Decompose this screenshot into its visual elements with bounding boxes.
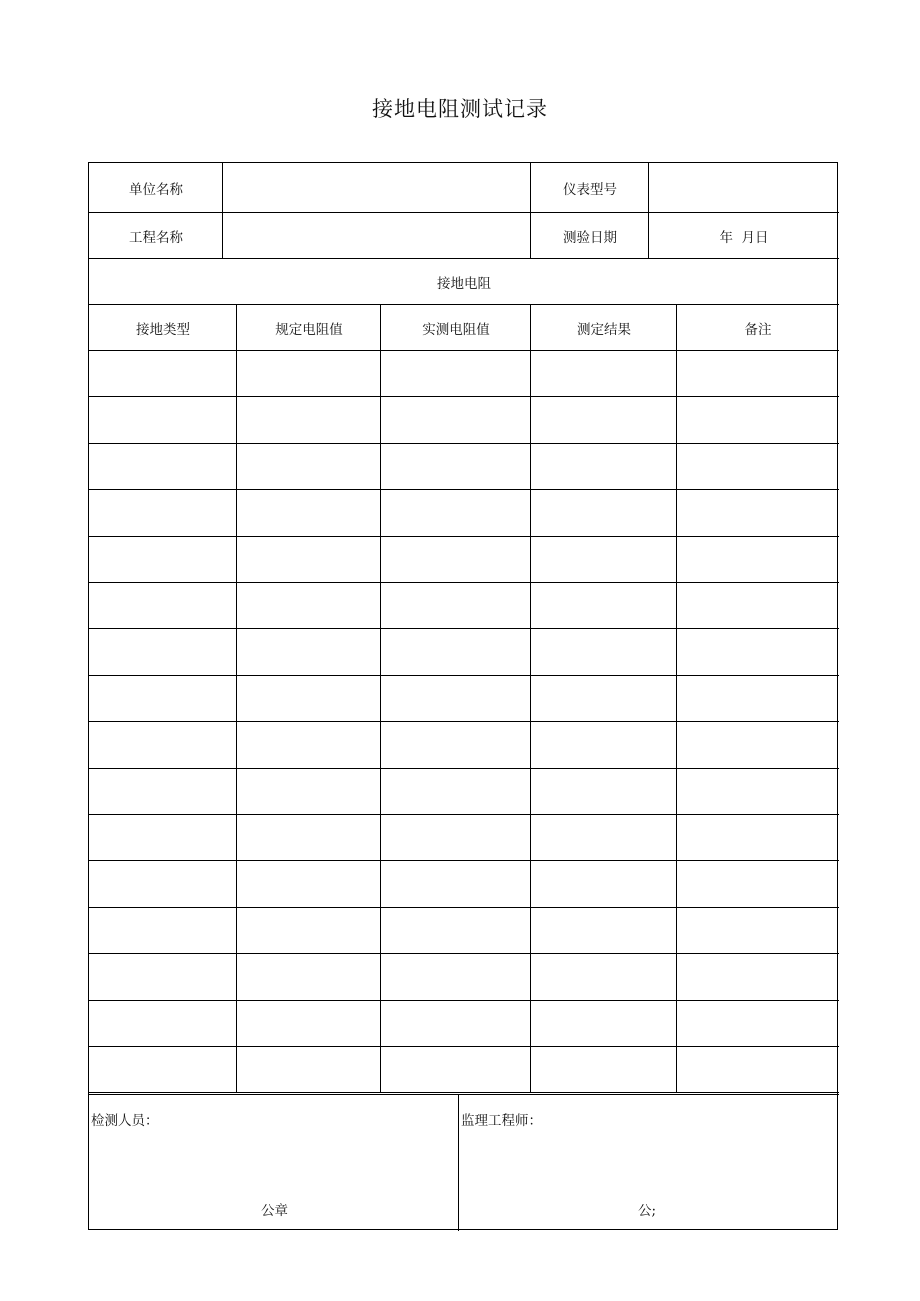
table-cell-test-result[interactable]: [531, 861, 677, 907]
table-cell-measured-resistance[interactable]: [381, 954, 531, 1000]
table-cell-grounding-type[interactable]: [89, 722, 237, 768]
table-cell-measured-resistance[interactable]: [381, 629, 531, 675]
table-cell-remarks[interactable]: [677, 490, 839, 536]
table-cell-grounding-type[interactable]: [89, 676, 237, 722]
table-cell-test-result[interactable]: [531, 722, 677, 768]
table-cell-remarks[interactable]: [677, 444, 839, 490]
page-title: 接地电阻测试记录: [372, 97, 548, 121]
table-cell-measured-resistance[interactable]: [381, 908, 531, 954]
table-cell-grounding-type[interactable]: [89, 1001, 237, 1047]
table-cell-specified-resistance[interactable]: [237, 397, 381, 443]
table-cell-specified-resistance[interactable]: [237, 351, 381, 397]
divider: [222, 163, 223, 259]
table-cell-test-result[interactable]: [531, 537, 677, 583]
table-cell-specified-resistance[interactable]: [237, 954, 381, 1000]
table-cell-measured-resistance[interactable]: [381, 490, 531, 536]
table-cell-measured-resistance[interactable]: [381, 861, 531, 907]
table-cell-test-result[interactable]: [531, 769, 677, 815]
project-name-label: 工程名称: [129, 230, 183, 246]
table-cell-specified-resistance[interactable]: [237, 583, 381, 629]
table-cell-grounding-type[interactable]: [89, 397, 237, 443]
table-cell-measured-resistance[interactable]: [381, 722, 531, 768]
supervisor-label: 监理工程师：: [461, 1113, 542, 1129]
divider: [530, 305, 531, 1093]
table-cell-grounding-type[interactable]: [89, 444, 237, 490]
unit-name-field[interactable]: [223, 163, 531, 213]
table-cell-remarks[interactable]: [677, 629, 839, 675]
inspector-signature-area[interactable]: [89, 1095, 458, 1231]
table-cell-remarks[interactable]: [677, 861, 839, 907]
table-cell-remarks[interactable]: [677, 954, 839, 1000]
table-cell-grounding-type[interactable]: [89, 954, 237, 1000]
table-cell-remarks[interactable]: [677, 722, 839, 768]
column-header-specified-resistance: 规定电阻值: [275, 322, 343, 338]
unit-name-label: 单位名称: [129, 182, 183, 198]
column-header-measured-resistance: 实测电阻值: [422, 322, 490, 338]
table-cell-specified-resistance[interactable]: [237, 815, 381, 861]
table-cell-grounding-type[interactable]: [89, 861, 237, 907]
divider: [648, 163, 649, 259]
divider: [89, 304, 839, 305]
supervisor-signature-area[interactable]: [459, 1095, 839, 1231]
project-name-field[interactable]: [223, 213, 531, 259]
divider: [89, 258, 839, 259]
table-cell-specified-resistance[interactable]: [237, 537, 381, 583]
table-cell-grounding-type[interactable]: [89, 537, 237, 583]
table-cell-grounding-type[interactable]: [89, 629, 237, 675]
instrument-model-field[interactable]: [649, 163, 839, 213]
table-cell-test-result[interactable]: [531, 1047, 677, 1093]
table-cell-remarks[interactable]: [677, 1001, 839, 1047]
table-cell-grounding-type[interactable]: [89, 351, 237, 397]
table-cell-remarks[interactable]: [677, 769, 839, 815]
table-cell-remarks[interactable]: [677, 537, 839, 583]
inspector-label: 检测人员：: [91, 1113, 159, 1129]
table-cell-test-result[interactable]: [531, 351, 677, 397]
table-cell-specified-resistance[interactable]: [237, 722, 381, 768]
table-cell-remarks[interactable]: [677, 1047, 839, 1093]
test-date-label: 测验日期: [563, 230, 617, 246]
table-cell-specified-resistance[interactable]: [237, 1047, 381, 1093]
table-cell-specified-resistance[interactable]: [237, 769, 381, 815]
table-cell-measured-resistance[interactable]: [381, 397, 531, 443]
instrument-model-label: 仪表型号: [563, 182, 617, 198]
table-cell-grounding-type[interactable]: [89, 908, 237, 954]
table-cell-test-result[interactable]: [531, 908, 677, 954]
table-cell-measured-resistance[interactable]: [381, 769, 531, 815]
table-cell-remarks[interactable]: [677, 397, 839, 443]
divider: [530, 163, 531, 259]
table-cell-grounding-type[interactable]: [89, 490, 237, 536]
table-cell-measured-resistance[interactable]: [381, 583, 531, 629]
table-cell-test-result[interactable]: [531, 490, 677, 536]
supervisor-seal: 公;: [638, 1203, 657, 1219]
table-cell-test-result[interactable]: [531, 583, 677, 629]
table-cell-remarks[interactable]: [677, 676, 839, 722]
table-cell-test-result[interactable]: [531, 954, 677, 1000]
table-cell-specified-resistance[interactable]: [237, 861, 381, 907]
table-cell-measured-resistance[interactable]: [381, 815, 531, 861]
section-title: 接地电阻: [437, 276, 491, 292]
table-cell-specified-resistance[interactable]: [237, 490, 381, 536]
table-cell-test-result[interactable]: [531, 444, 677, 490]
table-cell-measured-resistance[interactable]: [381, 537, 531, 583]
table-cell-specified-resistance[interactable]: [237, 629, 381, 675]
table-cell-remarks[interactable]: [677, 908, 839, 954]
table-cell-test-result[interactable]: [531, 629, 677, 675]
divider: [89, 212, 839, 213]
table-cell-specified-resistance[interactable]: [237, 1001, 381, 1047]
grounding-resistance-form: [88, 162, 838, 1230]
inspector-seal: 公章: [261, 1203, 288, 1219]
table-cell-test-result[interactable]: [531, 815, 677, 861]
test-date-field[interactable]: 年 月日: [719, 230, 769, 246]
table-cell-remarks[interactable]: [677, 583, 839, 629]
table-cell-test-result[interactable]: [531, 397, 677, 443]
table-cell-specified-resistance[interactable]: [237, 908, 381, 954]
column-header-remarks: 备注: [744, 322, 772, 338]
table-cell-measured-resistance[interactable]: [381, 444, 531, 490]
column-header-grounding-type: 接地类型: [136, 322, 190, 338]
table-cell-remarks[interactable]: [677, 815, 839, 861]
table-cell-grounding-type[interactable]: [89, 769, 237, 815]
table-cell-measured-resistance[interactable]: [381, 1001, 531, 1047]
divider: [380, 305, 381, 1093]
divider: [89, 350, 839, 351]
divider: [676, 305, 677, 1093]
table-cell-measured-resistance[interactable]: [381, 351, 531, 397]
table-cell-test-result[interactable]: [531, 1001, 677, 1047]
table-cell-specified-resistance[interactable]: [237, 444, 381, 490]
table-cell-remarks[interactable]: [677, 351, 839, 397]
table-cell-grounding-type[interactable]: [89, 1047, 237, 1093]
table-cell-measured-resistance[interactable]: [381, 1047, 531, 1093]
table-cell-grounding-type[interactable]: [89, 583, 237, 629]
divider: [236, 305, 237, 1093]
table-cell-grounding-type[interactable]: [89, 815, 237, 861]
table-cell-measured-resistance[interactable]: [381, 676, 531, 722]
table-cell-test-result[interactable]: [531, 676, 677, 722]
column-header-test-result: 测定结果: [577, 322, 631, 338]
table-cell-specified-resistance[interactable]: [237, 676, 381, 722]
